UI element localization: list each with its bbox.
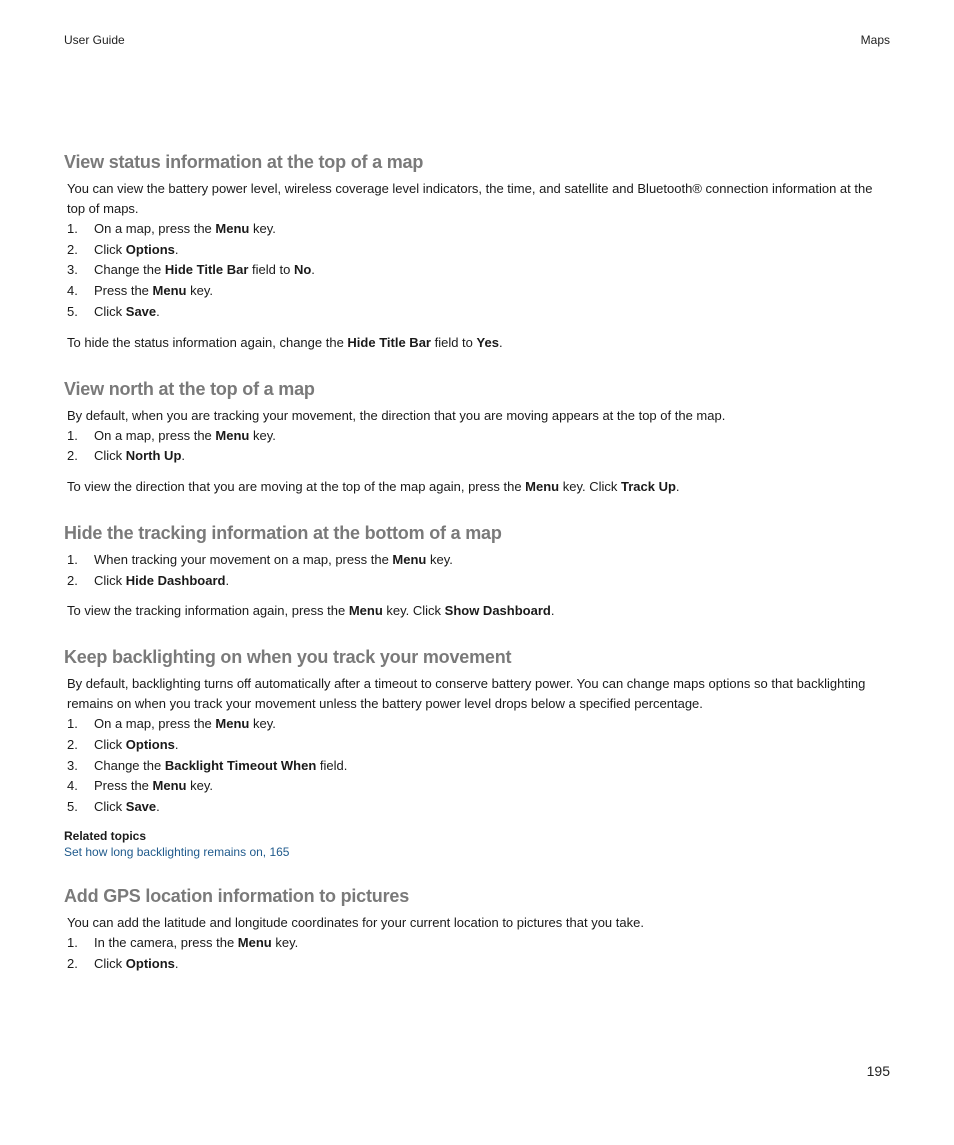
bold-term: Track Up xyxy=(621,478,676,494)
text-run: . xyxy=(156,303,160,319)
text-run: . xyxy=(311,262,315,278)
bold-term: Save xyxy=(125,799,157,815)
text-run: field. xyxy=(316,757,348,773)
step-item xyxy=(64,954,894,975)
bold-term: Yes xyxy=(476,334,499,350)
section-note xyxy=(64,333,894,353)
bold-term: Backlight Timeout When xyxy=(164,757,317,773)
section-intro: By default, backlighting turns off automatically after a timeout to conserve battery power. You can change maps options so that backlighting remains on when you track your movement unless the battery power level drops below a specified percentage. xyxy=(67,676,866,712)
bold-term: Menu xyxy=(215,221,250,236)
section-heading: View status information at the top of a map xyxy=(64,152,424,172)
text-run: key. Click xyxy=(382,603,445,619)
text-run: key. xyxy=(249,221,276,236)
text-run: Change the xyxy=(94,262,165,278)
text-run: . xyxy=(675,478,680,494)
bold-term: North Up xyxy=(125,448,182,464)
section-intro: You can view the battery power level, wireless coverage level indicators, the time, and satellite and Bluetooth® connection information at the top of maps. xyxy=(67,181,873,216)
step-number: 1. xyxy=(67,551,78,567)
bold-term: Options xyxy=(125,241,175,257)
step-item xyxy=(64,571,894,592)
section xyxy=(64,379,894,497)
section-heading: View north at the top of a map xyxy=(64,378,315,399)
bold-term: Save xyxy=(125,303,157,319)
section xyxy=(64,152,894,353)
text-run: . xyxy=(174,955,179,971)
bold-term: Show Dashboard xyxy=(444,603,551,619)
step-number: 2. xyxy=(67,955,78,971)
text-run: Click xyxy=(94,448,126,464)
step-item xyxy=(64,797,894,818)
step-number: 1. xyxy=(67,427,78,443)
text-run: When tracking your movement on a map, press the xyxy=(94,551,393,567)
text-run: key. xyxy=(249,716,276,732)
text-run: field to xyxy=(430,334,477,350)
steps-list xyxy=(64,714,894,818)
bold-term: Menu xyxy=(525,478,560,494)
text-run: In the camera, press the xyxy=(94,934,238,950)
text-run: Press the xyxy=(94,778,153,794)
bold-term: No xyxy=(293,262,312,278)
text-run: . xyxy=(550,603,555,619)
bold-term: Hide Dashboard xyxy=(125,572,226,588)
bold-term: Options xyxy=(125,737,175,753)
step-item xyxy=(64,735,894,756)
text-run: . xyxy=(498,334,503,350)
text-run: key. xyxy=(271,934,299,950)
steps-list xyxy=(64,933,894,974)
text-run: key. Click xyxy=(559,478,621,494)
step-number: 3. xyxy=(67,757,78,773)
text-run: To view the direction that you are moving at the top of the map again, press the xyxy=(67,478,526,494)
text-run: . xyxy=(181,448,186,464)
text-run: Click xyxy=(94,572,126,588)
step-number: 5. xyxy=(67,303,78,319)
steps-list xyxy=(64,550,894,591)
bold-term: Menu xyxy=(215,716,250,732)
bold-term: Menu xyxy=(237,934,272,950)
text-run: Click xyxy=(94,241,126,257)
step-item xyxy=(64,302,894,323)
section xyxy=(64,523,894,621)
text-run: key. xyxy=(249,427,276,443)
steps-list xyxy=(64,426,894,467)
bold-term: Menu xyxy=(392,551,427,567)
page-number: 195 xyxy=(866,1063,890,1079)
step-item xyxy=(64,714,894,735)
step-item xyxy=(64,933,894,954)
bold-term: Hide Title Bar xyxy=(347,334,431,350)
bold-term: Menu xyxy=(152,283,187,299)
steps-list xyxy=(64,219,894,323)
text-run: . xyxy=(174,241,179,257)
text-run: . xyxy=(225,572,230,588)
section-heading: Hide the tracking information at the bottom of a map xyxy=(64,522,502,543)
section-note xyxy=(64,477,894,497)
bold-term: Hide Title Bar xyxy=(164,262,249,278)
step-number: 2. xyxy=(67,737,78,753)
text-run: To view the tracking information again, press the xyxy=(67,603,349,619)
section-note xyxy=(64,601,894,621)
section xyxy=(64,886,894,974)
step-number: 1. xyxy=(67,934,78,950)
text-run: . xyxy=(174,737,179,753)
section-intro: By default, when you are tracking your movement, the direction that you are moving appears at the top of the map. xyxy=(67,407,726,423)
text-run: Click xyxy=(94,737,126,753)
step-number: 4. xyxy=(67,283,78,299)
section-intro: You can add the latitude and longitude coordinates for your current location to pictures that you take. xyxy=(67,914,644,930)
step-item xyxy=(64,550,894,571)
step-item xyxy=(64,240,894,261)
text-run: Click xyxy=(94,955,126,971)
related-topic-link[interactable]: Set how long backlighting remains on, 165 xyxy=(64,844,290,859)
text-run: On a map, press the xyxy=(94,427,216,443)
related-topics-heading: Related topics xyxy=(64,828,147,843)
bold-term: Menu xyxy=(152,778,187,794)
text-run: key. xyxy=(186,778,213,794)
step-item xyxy=(64,260,894,281)
step-number: 2. xyxy=(67,572,78,588)
text-run: . xyxy=(156,799,160,815)
step-number: 3. xyxy=(67,262,78,278)
section-heading: Keep backlighting on when you track your movement xyxy=(64,647,512,668)
text-run: Press the xyxy=(94,283,153,299)
step-number: 1. xyxy=(67,716,78,732)
bold-term: Menu xyxy=(215,427,250,443)
text-run: Change the xyxy=(94,757,165,773)
step-item xyxy=(64,219,894,240)
text-run: To hide the status information again, change the xyxy=(67,334,348,350)
step-item xyxy=(64,756,894,777)
running-header-right: Maps xyxy=(860,33,890,47)
text-run: On a map, press the xyxy=(94,716,216,732)
step-number: 5. xyxy=(67,799,78,815)
text-run: key. xyxy=(186,283,213,299)
text-run: Click xyxy=(94,303,126,319)
step-number: 4. xyxy=(67,778,78,794)
bold-term: Options xyxy=(125,955,175,971)
main-content xyxy=(64,152,894,1000)
text-run: field to xyxy=(248,262,294,278)
text-run: Click xyxy=(94,799,126,815)
step-item xyxy=(64,776,894,797)
step-item xyxy=(64,281,894,302)
section xyxy=(64,647,894,860)
section-heading: Add GPS location information to pictures xyxy=(64,885,410,906)
step-item xyxy=(64,426,894,447)
running-header-left: User Guide xyxy=(64,33,125,47)
step-item xyxy=(64,446,894,467)
step-number: 1. xyxy=(67,221,78,236)
text-run: On a map, press the xyxy=(94,221,216,236)
step-number: 2. xyxy=(67,448,78,464)
step-number: 2. xyxy=(67,241,78,257)
text-run: key. xyxy=(426,551,453,567)
bold-term: Menu xyxy=(348,603,383,619)
